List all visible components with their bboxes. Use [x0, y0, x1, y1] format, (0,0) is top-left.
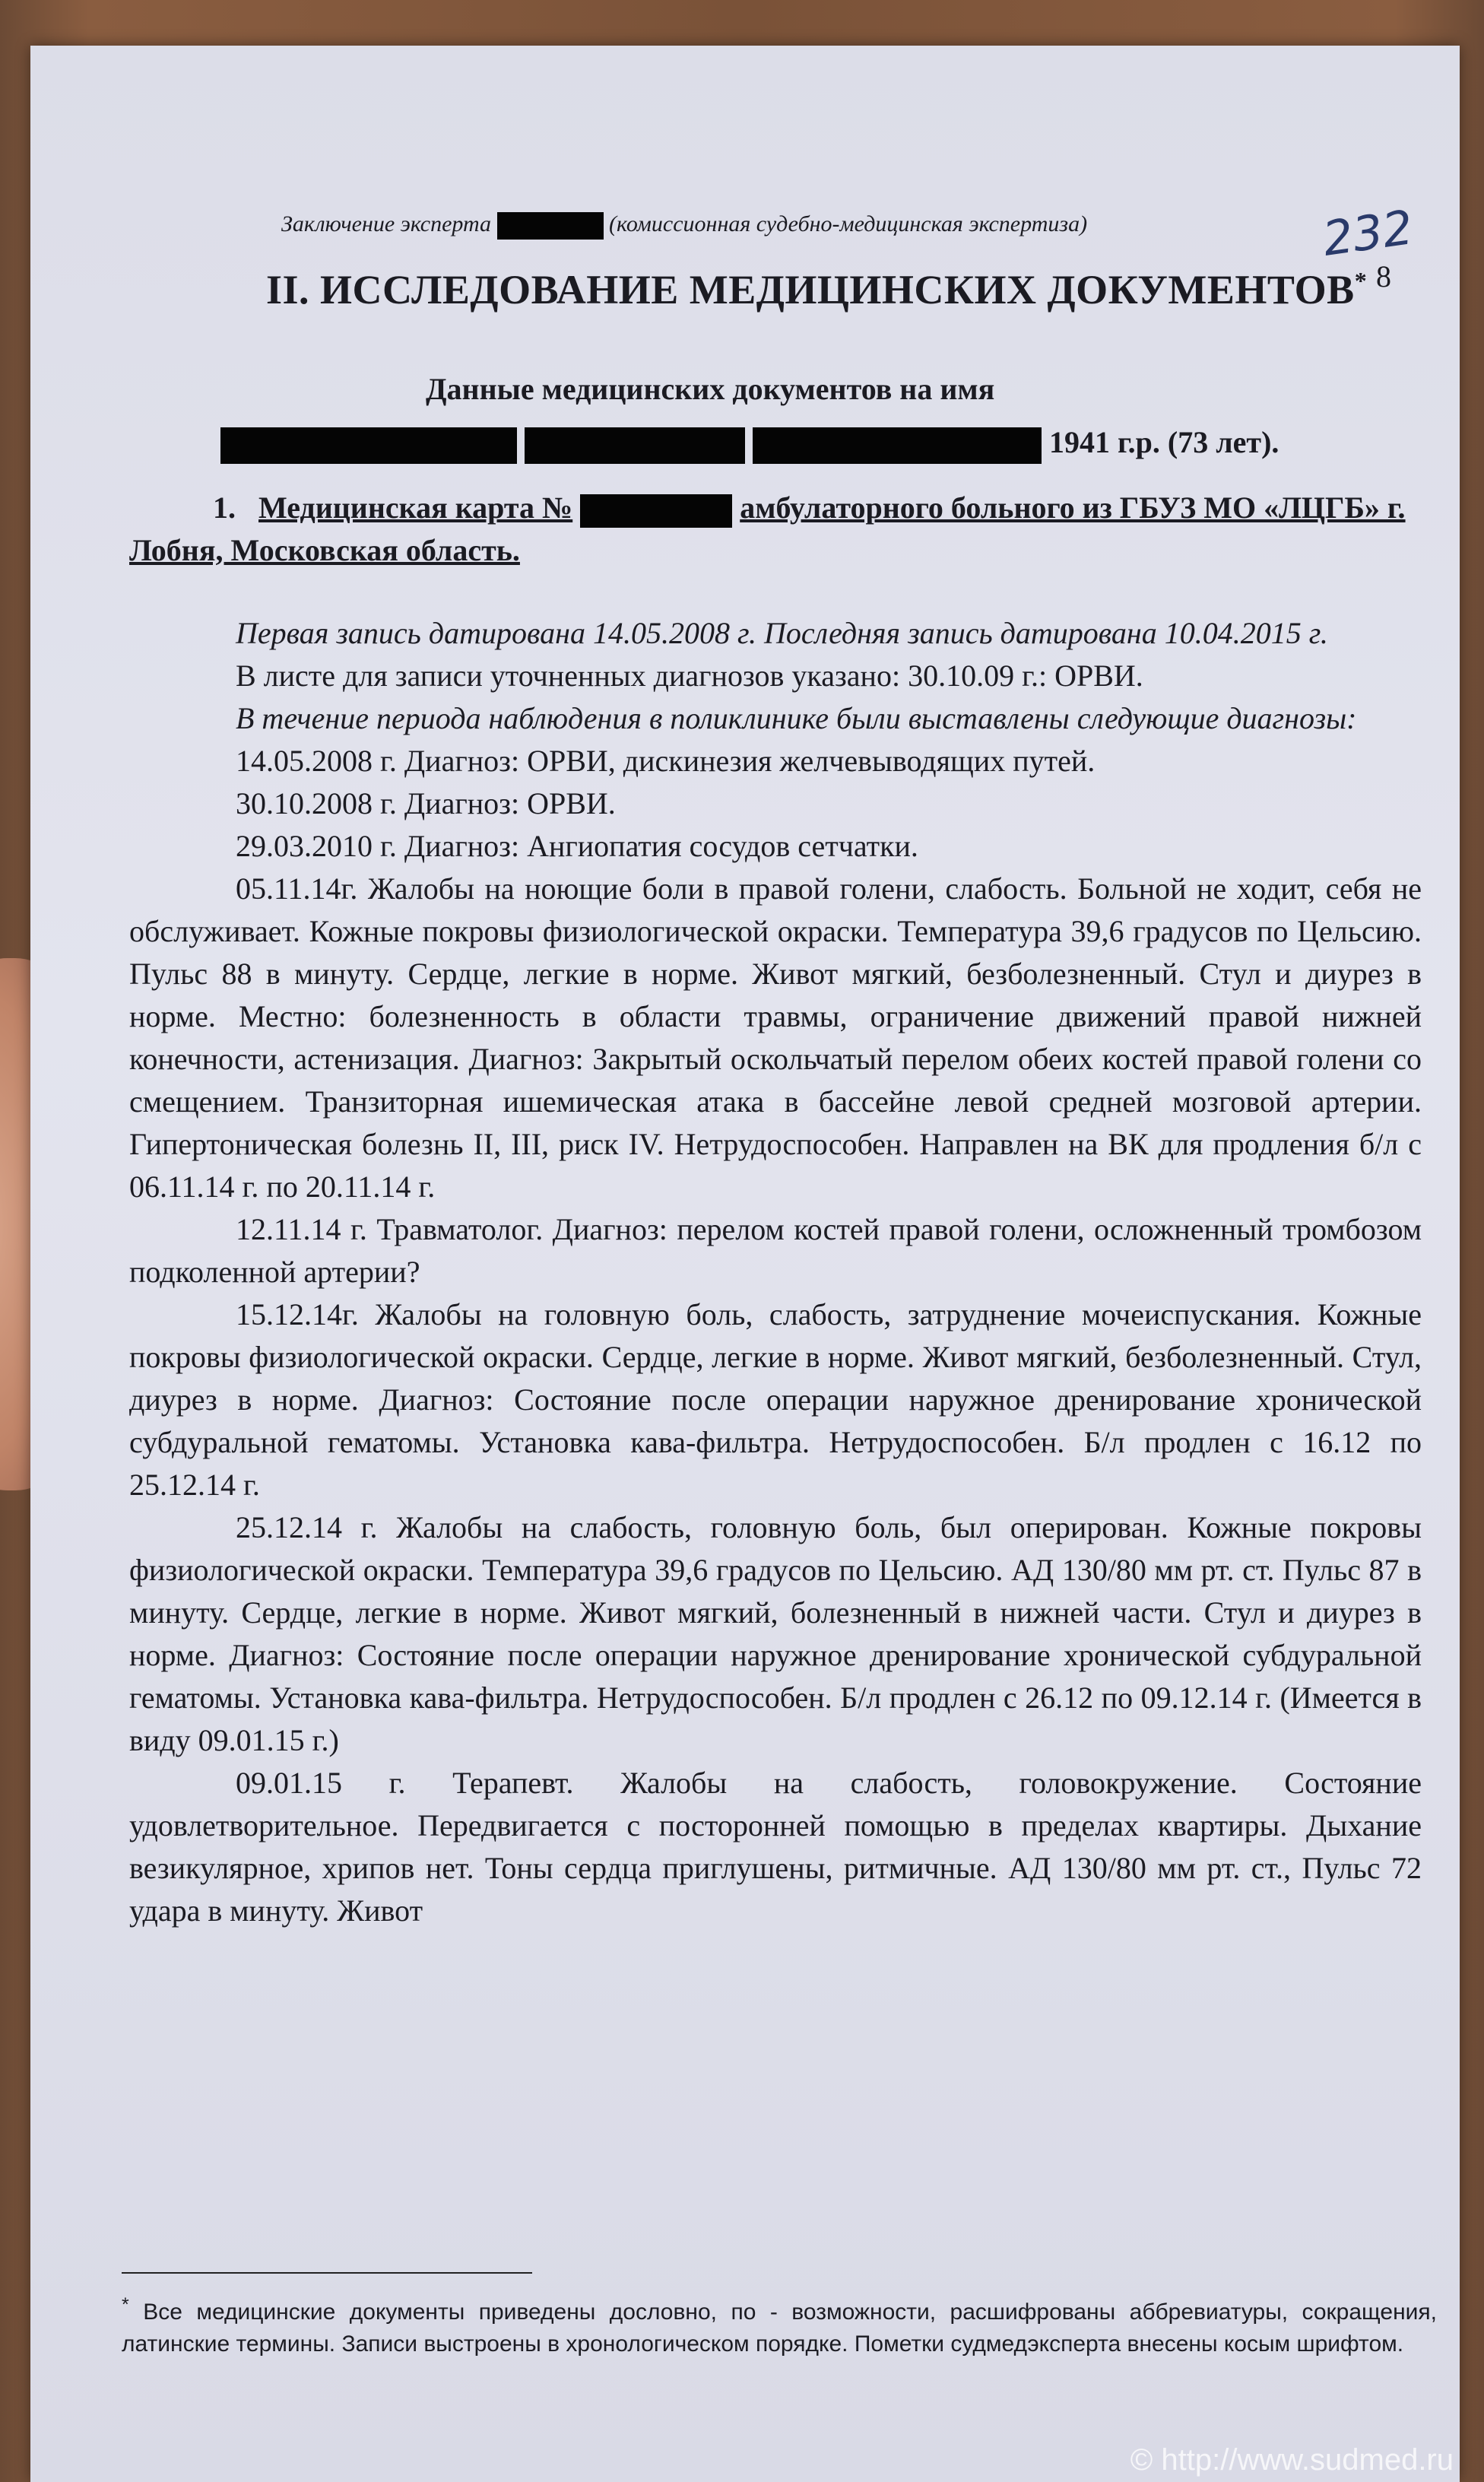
birth-year: 1941 г.р. (73 лет). — [1049, 425, 1279, 459]
redaction-bar — [497, 212, 604, 240]
item-number: 1. — [213, 490, 236, 525]
paragraph: 05.11.14г. Жалобы на ноющие боли в правой голени, слабость. Больной не ходит, себя не обслуживает. Кожные покровы физиологической окраски. Температура 39,6 градусов по Цельсию. Пульс 88 в минуту. Сердце, легкие в норме. Живот мягкий, безболезненный. Стул и диурез в норме. Местно: болезненность в области травмы, ограничение движений правой нижней конечности, астенизация. Диагноз: Закрытый оскольчатый перелом обеих костей правой голени со смещением. Транзиторная ишемическая атака в бассейне левой средней мозговой артерии. Гипертоническая болезнь II, III, риск IV. Нетрудоспособен. Направлен на ВК для продления б/л с 06.11.14 г. по 20.11.14 г. — [129, 871, 1422, 1204]
paragraph: 15.12.14г. Жалобы на головную боль, слабость, затруднение мочеиспускания. Кожные покровы физиологической окраски. Сердце, легкие в норме. Живот мягкий, безболезненный. Стул, диурез в норме. Диагноз: Состояние после операции наружное дренирование хронической субдуральной гематомы. Установка кава-фильтра. Нетрудоспособен. Б/л продлен с 16.12 по 25.12.14 г. — [129, 1297, 1422, 1502]
redaction-bar — [753, 427, 1042, 464]
paragraph: 09.01.15 г. Терапевт. Жалобы на слабость, головокружение. Состояние удовлетворительное. Передвигается с посторонней помощью в пределах квартиры. Дыхание везикулярное, хрипов нет. Тоны сердца приглушены, ритмичные. АД 130/80 мм рт. ст., Пульс 72 удара в минуту. Живот — [129, 1766, 1422, 1928]
redaction-bar — [220, 427, 517, 464]
item-title-part2: амбулаторного больного из ГБУЗ МО «ЛЦГБ» г. Лобня, Московская область. — [129, 490, 1406, 567]
handwritten-page-number: 232 — [1319, 199, 1416, 267]
patient-name-line — [220, 424, 1437, 464]
redaction-bar — [580, 494, 732, 528]
document-body — [129, 612, 1422, 1932]
paragraph: 25.12.14 г. Жалобы на слабость, головную боль, был оперирован. Кожные покровы физиологической окраски. Температура 39,6 градусов по Цельсию. АД 130/80 мм рт. ст. Пульс 87 в минуту. Сердце, легкие в норме. Живот мягкий, болезненный в нижней части. Стул и диурез в норме. Диагноз: Состояние после операции наружное дренирование хронической субдуральной гематомы. Установка кава-фильтра. Нетрудоспособен. Б/л продлен с 26.12 по 09.12.14 г. (Имеется в виду 09.01.15 г.) — [129, 1510, 1422, 1757]
paragraph: 12.11.14 г. Травматолог. Диагноз: перелом костей правой голени, осложненный тромбозом подколенной артерии? — [129, 1212, 1422, 1289]
page-number: 8 — [1376, 259, 1391, 294]
paragraph: 14.05.2008 г. Диагноз: ОРВИ, дискинезия желчевыводящих путей. — [236, 744, 1096, 778]
footnote-mark: * — [122, 2294, 129, 2315]
paragraph: Первая запись датирована 14.05.2008 г. Последняя запись датирована 10.04.2015 г. — [236, 616, 1328, 650]
watermark: © http://www.sudmed.ru — [1130, 2443, 1454, 2477]
expert-suffix: (комиссионная судебно-медицинская экспертиза) — [609, 211, 1088, 236]
footnote-divider — [122, 2272, 532, 2274]
item-title — [129, 487, 1422, 572]
document-page — [30, 46, 1460, 2482]
expert-header — [281, 211, 1087, 240]
paragraph: В течение периода наблюдения в поликлинике были выставлены следующие диагнозы: — [236, 701, 1357, 735]
paragraph: 29.03.2010 г. Диагноз: Ангиопатия сосудов сетчатки. — [236, 829, 918, 863]
footnote — [122, 2289, 1437, 2360]
paragraph: В листе для записи уточненных диагнозов указано: 30.10.09 г.: ОРВИ. — [236, 659, 1143, 693]
expert-prefix: Заключение эксперта — [281, 211, 492, 236]
footnote-mark: * — [1354, 267, 1368, 294]
section-title — [266, 266, 1367, 313]
subheading: Данные медицинских документов на имя — [426, 372, 995, 406]
footnote-text: Все медицинские документы приведены дословно, по - возможности, расшифрованы аббревиатуры, сокращения, латинские термины. Записи выстроены в хронологическом порядке. Пометки судмедэксперта внесены косым шрифтом. — [122, 2300, 1437, 2357]
paragraph: 30.10.2008 г. Диагноз: ОРВИ. — [236, 786, 616, 820]
item-title-part1: Медицинская карта № — [258, 490, 573, 525]
redaction-bar — [525, 427, 745, 464]
section-title-text: II. ИССЛЕДОВАНИЕ МЕДИЦИНСКИХ ДОКУМЕНТОВ — [266, 267, 1355, 313]
